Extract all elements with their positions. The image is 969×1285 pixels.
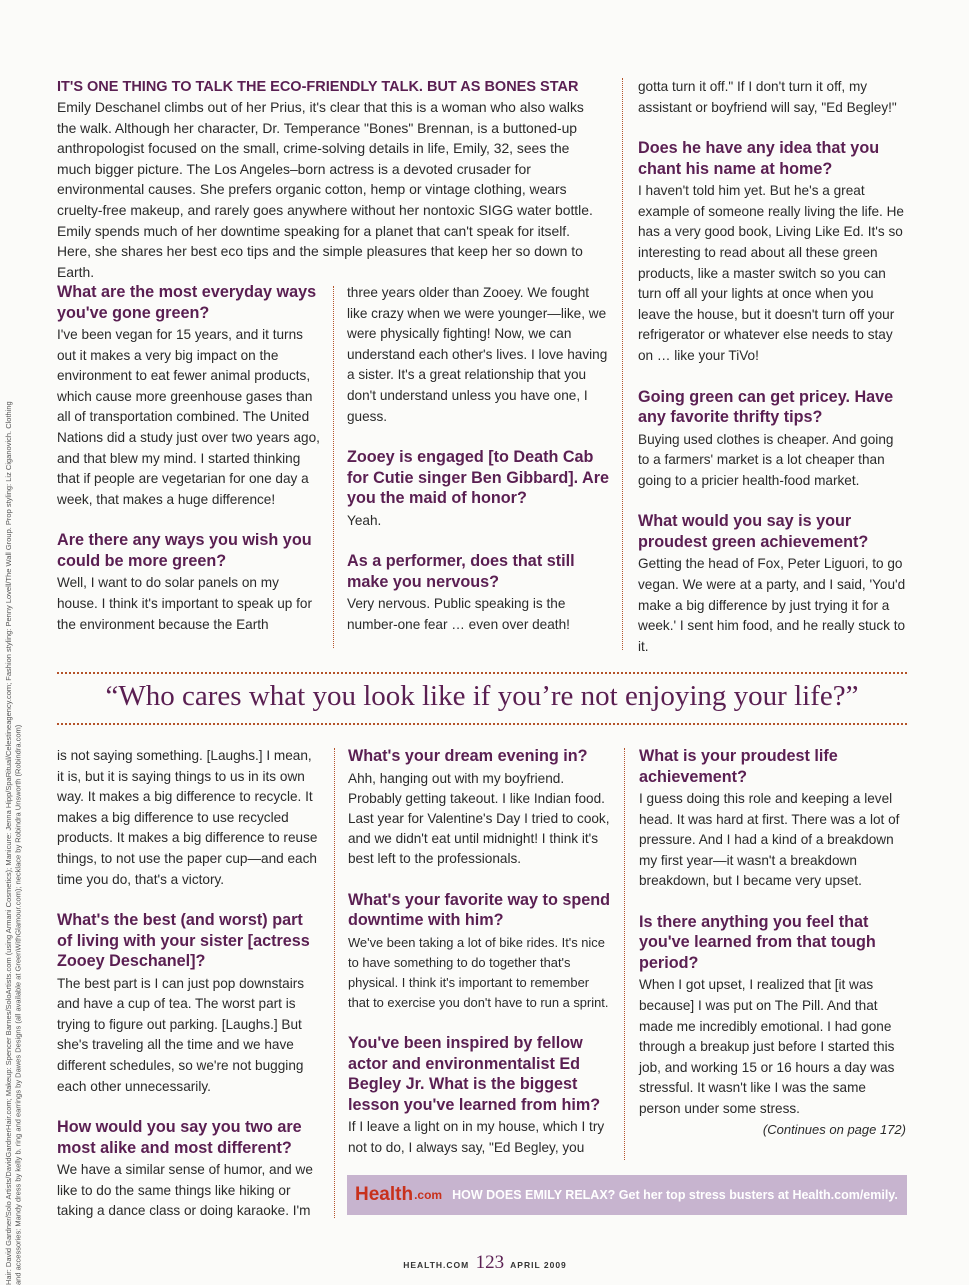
question: What's your dream evening in? [348,747,588,765]
intro-lead: IT'S ONE THING TO TALK THE ECO-FRIENDLY TALK. BUT AS BONES STAR [57,79,579,95]
intro-block [57,77,605,282]
intro-body: Emily Deschanel climbs out of her Prius, it's clear that this is a woman who also walks the walk. Although her character, Dr. Temperance "Bones" Brennan, is a buttoned-up anthropologist focused on the small, crime-solving details in life, Emily, 32, sees the much bigger picture. The Los Angeles–born actress is a devoted crusader for environmental causes. She prefers organic cotton, hemp or vintage clothing, wears cruelty-free makeup, and rarely goes anywhere without her nontoxic SIGG water bottle. Emily spends much of her downtime speaking for a planet that can't speak for itself. Here, she shares her best eco tips and the simple pleasures that keep her so down to Earth. [57,99,593,280]
footer-site: HEALTH.COM [403,1260,470,1270]
question: What's your favorite way to spend downtime with him? [348,890,610,930]
question: What are the most everyday ways you've gone green? [57,283,317,322]
column-divider [622,78,623,650]
answer: Very nervous. Public speaking is the number-one fear … even over death! [347,596,570,632]
question: Zooey is engaged [to Death Cab for Cutie singer Ben Gibbard]. Are you the maid of honor? [347,448,610,508]
column-divider [334,748,335,1218]
photo-credits: Hair: David Gardner/Solo Artists/DavidGardnerHair.com; Makeup: Spencer Barnes/SoloArtists.com (using Armani Cosmetics); Manicure: Jenna Hipp/SpaRitual/Celestineagency.com; Fashion styling: Penny Lovell/The Wall Group. Prop styling: Liz Ciganovich. Clothing and accessories: Mandy dress by kelly b. ring and earrings by Dawes Designs (all available at GreenWithGlamour.com); necklace by Robindra Unsworth (Robindra.com) [4,401,23,1285]
continues-note: (Continues on page 172) [762,1121,906,1137]
answer-continued: three years older than Zooey. We fought like crazy when we were younger—like, we were physically fighting! Now, we can understand each other's lives. I love having a sister. It's a great relationship that you don't understand unless you have one, I guess. [347,285,608,424]
answer: If I leave a light on in my house, which I try not to do, I always say, "Ed Begley, you [348,1119,605,1155]
question: Going green can get pricey. Have any favorite thrifty tips? [638,387,894,427]
bottom-middle-column [348,746,613,1158]
question: What would you say is your proudest green achievement? [638,512,869,551]
answer: I haven't told him yet. But he's a great example of someone really living the life. He has a very good book, Living Like Ed. It's so interesting to read about all these green products, like a master switch so you can turn off all your lights at once when you leave the house, but it doesn't turn off your refrigerator or whatever else needs to stay on … like your TiVo! [638,183,904,363]
health-logo: Health [355,1184,414,1205]
answer: Yeah. [347,512,382,528]
answer: The best part is I can just pop downstairs and have a cup of tea. The worst part is trying to figure out parking. [Laughs.] But she's traveling all the time and we have different schedules, so we're not bugging each other unnecessarily. [57,975,305,1094]
question: You've been inspired by fellow actor and environmentalist Ed Begley Jr. What is the biggest lesson you've learned from him? [348,1034,601,1114]
question: How would you say you two are most alike and most different? [57,1118,302,1157]
question: What is your proudest life achievement? [639,747,838,786]
page-number: 123 [475,1252,505,1273]
question: Is there anything you feel that you've learned from that tough period? [639,912,876,972]
page-footer [400,1252,570,1274]
pull-quote-rule-top [57,672,907,674]
banner-text[interactable]: HOW DOES EMILY RELAX? Get her top stress busters at Health.com/emily. [452,1188,898,1202]
question: As a performer, does that still make you nervous? [347,552,575,591]
answer: Well, I want to do solar panels on my house. I think it's important to speak up for the environment because the Earth [57,575,312,632]
bottom-left-column [57,746,320,1222]
top-left-column [57,282,320,635]
pull-quote-rule-bottom [57,723,907,725]
question: Does he have any idea that you chant his name at home? [638,139,880,178]
top-right-column [638,77,906,657]
answer: We have a similar sense of humor, and we like to do the same things like hiking or taking a dance class or doing karaoke. I'm [57,1162,313,1219]
question: What's the best (and worst) part of living with your sister [actress Zooey Deschanel]? [57,911,310,971]
column-divider [624,748,625,1160]
answer: Ahh, hanging out with my boyfriend. Probably getting takeout. I like Indian food. Last year for Valentine's Day I tried to cook, and we didn't eat until midnight! I think it's best left to the professionals. [348,770,610,867]
answer: I guess doing this role and keeping a level head. It was hard at first. There was a lot of pressure. And I had a kind of a breakdown my first year—it wasn't a breakdown breakdown, but I became very upset. [639,791,900,889]
answer: I've been vegan for 15 years, and it turns out it makes a very big impact on the environment to eat fewer animal products, which cause more greenhouse gases than all of transportation combined. The United Nations did a study just over two years ago, and that blew my mind. I started thinking that if people are vegetarian for one day a week, that makes a huge difference! [57,327,320,507]
answer-continued: gotta turn it off." If I don't turn it off, my assistant or boyfriend will say, "Ed Begley!" [638,79,897,115]
answer-continued: is not saying something. [Laughs.] I mean, it is, but it is saying things to us in its own way. It makes a big difference to recycle. It makes a big difference to use recycled products. It makes a big difference to reuse things, to not use the paper cup—and each time you do, that's a victory. [57,748,318,887]
question: Are there any ways you wish you could be more green? [57,531,312,570]
top-middle-column [347,283,610,635]
footer-date: APRIL 2009 [510,1260,567,1270]
bottom-right-column [639,746,906,1140]
health-com-banner[interactable] [347,1175,907,1215]
answer: Getting the head of Fox, Peter Liguori, to go vegan. We were at a party, and I said, 'You'd make a big difference by just trying it for a week.' I sent him food, and he really stuck to it. [638,556,906,654]
answer: Buying used clothes is cheaper. And going to a farmers' market is a lot cheaper than going to a pricier health-food market. [638,431,894,488]
pull-quote: “Who cares what you look like if you’re not enjoying your life?” [105,680,859,712]
answer: When I got upset, I realized that [it was because] I was put on The Pill. And that made me incredibly emotional. I had gone through a breakup just before I started this job, and working 15 or 16 hours a day was stressful. It wasn't like I was the same person under some stress. [639,977,895,1117]
column-divider [333,286,334,648]
answer: We've been taking a lot of bike rides. It's nice to have something to do together that's physical. I think it's important to remember that to exercise you don't have to run a sprint. [348,934,609,1011]
health-logo-suffix: .com [414,1188,443,1202]
